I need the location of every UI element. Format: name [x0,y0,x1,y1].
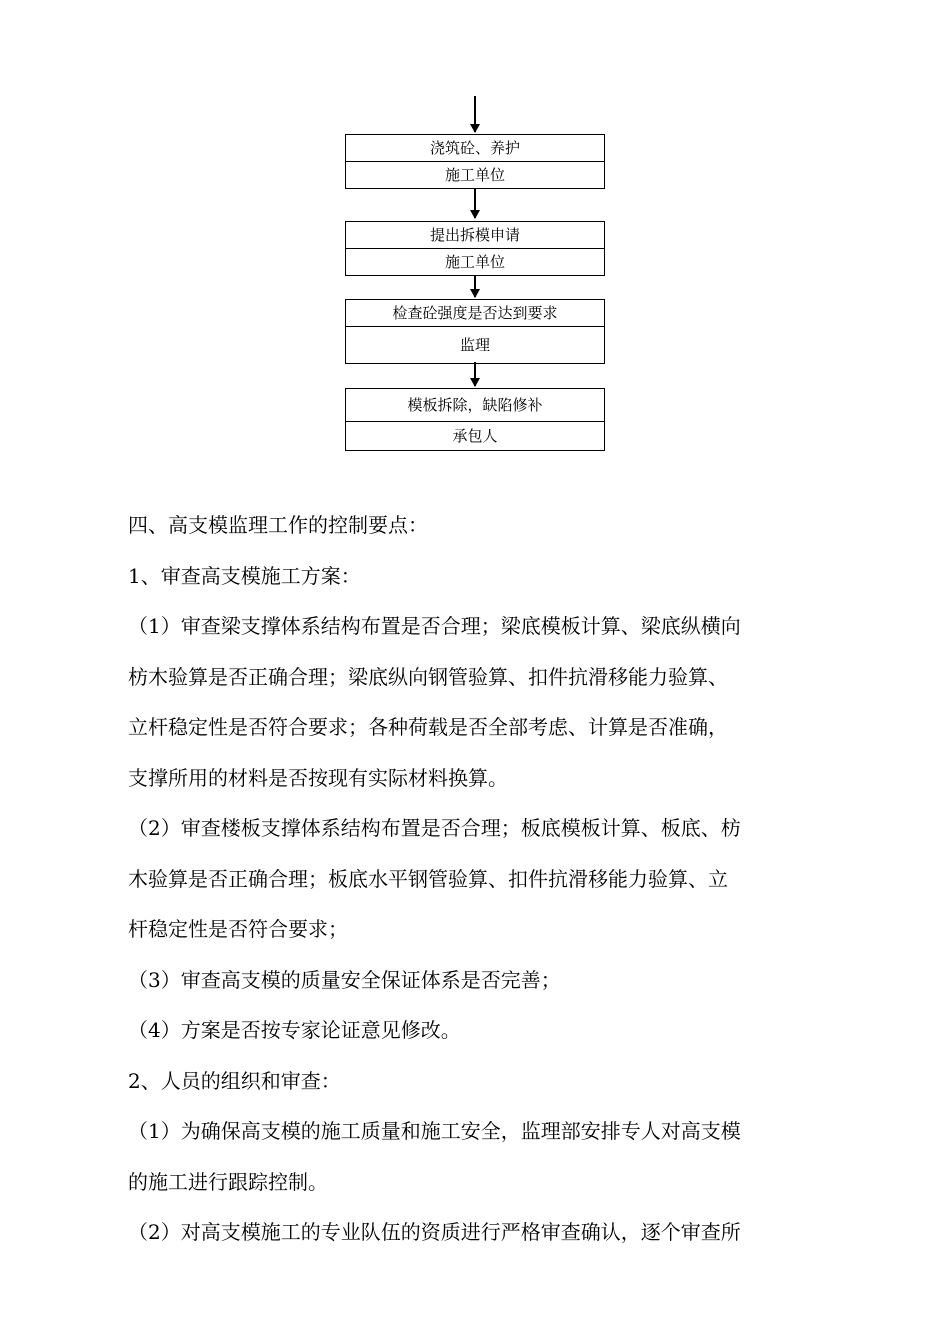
body-line: （2）审查楼板支撑体系结构布置是否合理；板底模板计算、板底、枋 [128,816,741,840]
section-heading: 四、高支模监理工作的控制要点： [128,513,428,537]
body-line: （1）为确保高支模的施工质量和施工安全，监理部安排专人对高支模 [128,1119,741,1143]
flow-step-responsible: 监理 [346,326,604,363]
flow-step-responsible: 承包人 [346,421,604,450]
body-line: 杆稳定性是否符合要求； [128,917,348,941]
flow-step-action: 模板拆除，缺陷修补 [407,396,543,414]
flow-arrow [474,188,476,218]
body-line: 的施工进行跟踪控制。 [128,1169,328,1194]
body-line: 木验算是否正确合理；板底水平钢管验算、扣件抗滑移能力验算、立 [128,866,728,891]
flow-step-1 [345,134,605,189]
body-line: 立杆稳定性是否符合要求；各种荷载是否全部考虑、计算是否准确， [128,715,728,739]
flow-step-responsible: 施工单位 [346,248,604,275]
flow-step-action: 浇筑砼、养护 [429,139,520,157]
body-line: （2）对高支模施工的专业队伍的资质进行严格审查确认，逐个审查所 [128,1220,741,1244]
subsection-heading: 1、审查高支模施工方案： [128,563,361,588]
subsection-heading: 2、人员的组织和审查： [128,1068,341,1093]
body-line: 枋木验算是否正确合理；梁底纵向钢管验算、扣件抗滑移能力验算、 [128,664,728,689]
flow-step-4 [345,388,605,451]
flow-step-2 [345,221,605,276]
body-line: （3）审查高支模的质量安全保证体系是否完善； [128,967,561,992]
flow-step-responsible: 施工单位 [346,161,604,188]
flow-step-3 [345,299,605,364]
flowchart [0,0,950,480]
flow-arrow [474,96,476,132]
body-line: （4）方案是否按专家论证意见修改。 [128,1018,461,1042]
flow-arrow [474,362,476,386]
body-line: 支撑所用的材料是否按现有实际材料换算。 [128,765,508,790]
flow-step-action: 检查砼强度是否达到要求 [392,304,558,322]
flow-step-action: 提出拆模申请 [429,226,520,244]
flow-arrow [474,275,476,297]
body-line: （1）审查梁支撑体系结构布置是否合理；梁底模板计算、梁底纵横向 [128,614,741,638]
document-body [128,500,828,1258]
